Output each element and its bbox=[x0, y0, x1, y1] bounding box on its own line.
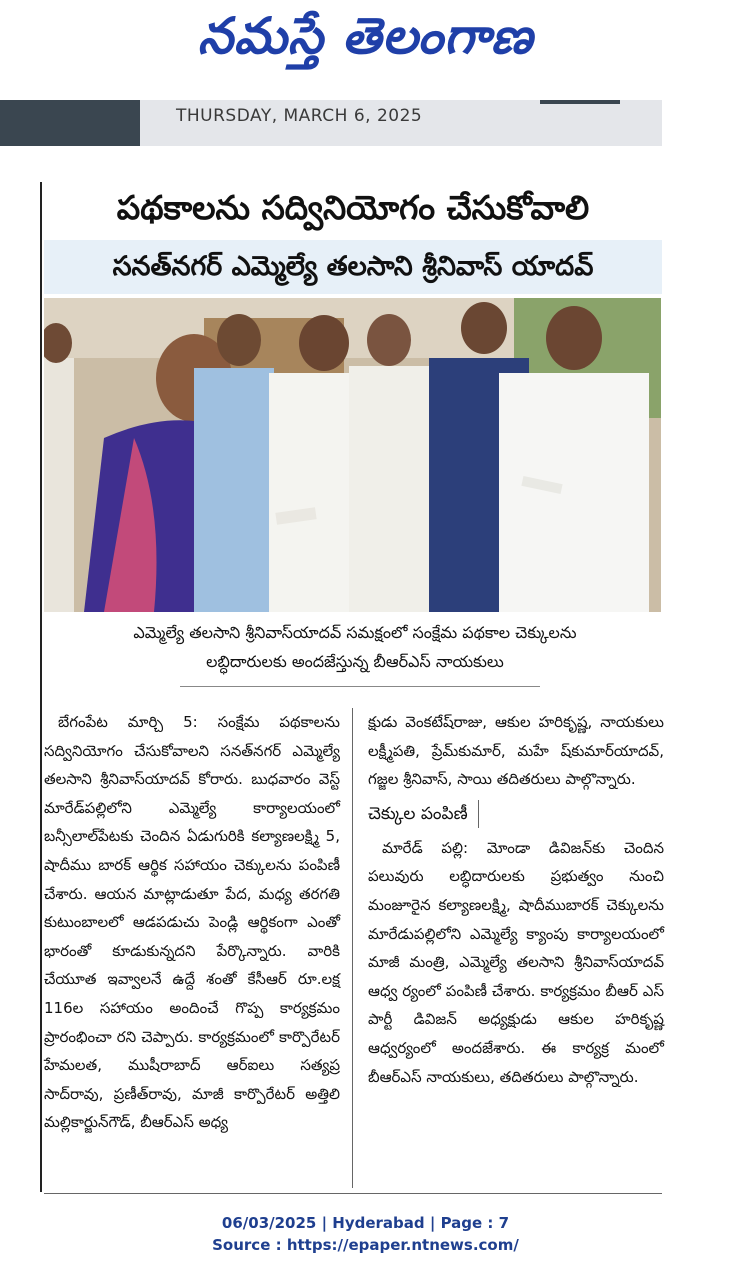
masthead bbox=[0, 0, 731, 80]
article-paragraph-3: మారేడ్ పల్లి: మోండా డివిజన్‌కు చెందిన పలువురు లబ్ధిదారులకు ప్రభుత్వం నుంచి మంజూరైన కల్యాణలక్ష్మి, షాదీముబారక్ చెక్కులను మారేడుపల్లిలోని ఎమ్మెల్యే క్యాంపు కార్యాలయంలో మాజీ మంత్రి, ఎమ్మెల్యే తలసాని శ్రీనివాస్‌యాదవ్ ఆధ్వ ర్యంలో పంపిణీ చేశారు. కార్యక్రమం బీఆర్ ఎస్ పార్టీ డివిజన్ అధ్యక్షుడు ఆకుల హరికృష్ణ ఆధ్వర్యంలో అందజేశారు. ఈ కార్యక్ర మంలో బీఆర్‌ఎస్ నాయకులు, తదితరులు పాల్గొన్నారు. bbox=[368, 838, 664, 1086]
date-band bbox=[0, 100, 662, 146]
photo-caption-line-2: లబ్ధిదారులకు అందజేస్తున్న బీఆర్‌ఎస్ నాయకులు bbox=[206, 652, 504, 671]
issue-date: THURSDAY, MARCH 6, 2025 bbox=[176, 106, 423, 126]
photo-caption bbox=[60, 618, 650, 676]
article-left-rule bbox=[40, 182, 42, 1192]
article-paragraph-2: క్షుడు వెంకటేష్‌రాజు, ఆకుల హరికృష్ణ, నాయకులు లక్ష్మీపతి, ప్రేమ్‌కుమార్, మహే ష్‌కుమార్‌యాదవ్, గజ్జల శ్రీనివాస్, సాయి తదితరులు పాల్గొన్నారు. bbox=[368, 713, 664, 789]
page-footer bbox=[0, 1212, 731, 1256]
photo-caption-line-1: ఎమ్మెల్యే తలసాని శ్రీనివాస్‌యాదవ్ సమక్షంలో సంక్షేమ పథకాల చెక్కులను bbox=[133, 623, 577, 642]
article-paragraph-1: బేగంపేట మార్చి 5: సంక్షేమ పథకాలను సద్వినియోగం చేసుకోవాలని సనత్‌నగర్ ఎమ్మెల్యే తలసాని శ్రీనివాస్‌యాదవ్ కోరారు. బుధవారం వెస్ట్ మారేడ్‌పల్లిలోని ఎమ్మెల్యే కార్యాలయంలో బన్సీలాల్‌పేటకు చెందిన ఏడుగురికి కల్యాణలక్ష్మి 5, షాదీము బారక్ ఆర్థిక సహాయం చెక్కులను పంపిణీ చేశారు. ఆయన మాట్లాడుతూ పేద, మధ్య తరగతి కుటుంబాలలో ఆడపడుచు పెండ్లి ఆర్థికంగా ఎంతో భారంతో కూడుకున్నదని పేర్కొన్నారు. వారికి చేయూత ఇవ్వాలనే ఉద్దే శంతో కేసీఆర్ రూ.లక్ష 116ల సహాయం అందించే గొప్ప కార్యక్రమం ప్రారంభించా రని చెప్పారు. కార్యక్రమంలో కార్పొరేటర్ హేమలత, ముషీరాబాద్ ఆర్‌ఐలు సత్యప్ర సాద్‌రావు, ప్రణీత్‌రావు, మాజీ కార్పొరేటర్ అత్తిలి మల్లికార్జున్‌గౌడ్, బీఆర్‌ఎస్ అధ్య bbox=[44, 713, 340, 1132]
article-column-1 bbox=[44, 708, 340, 1137]
footer-source: Source : https://epaper.ntnews.com/ bbox=[212, 1236, 519, 1254]
column-divider bbox=[352, 708, 353, 1188]
article-bottom-rule bbox=[44, 1193, 662, 1194]
article-subheadline: సనత్‌నగర్ ఎమ్మెల్యే తలసాని శ్రీనివాస్ యాదవ్ bbox=[44, 240, 662, 294]
footer-date-page: 06/03/2025 | Hyderabad | Page : 7 bbox=[221, 1214, 510, 1232]
caption-rule bbox=[180, 686, 540, 687]
article-photo bbox=[44, 298, 661, 612]
article-column-2 bbox=[368, 708, 664, 1091]
photo-illustration bbox=[44, 298, 661, 612]
section-subheading: చెక్కుల పంపిణీ bbox=[368, 800, 479, 828]
newspaper-logo: నమస్తే తెలంగాణ bbox=[197, 6, 534, 65]
article-headline: పథకాలను సద్వినియోగం చేసుకోవాలి bbox=[116, 188, 590, 227]
date-band-marks bbox=[540, 100, 620, 104]
date-band-accent bbox=[0, 100, 140, 146]
